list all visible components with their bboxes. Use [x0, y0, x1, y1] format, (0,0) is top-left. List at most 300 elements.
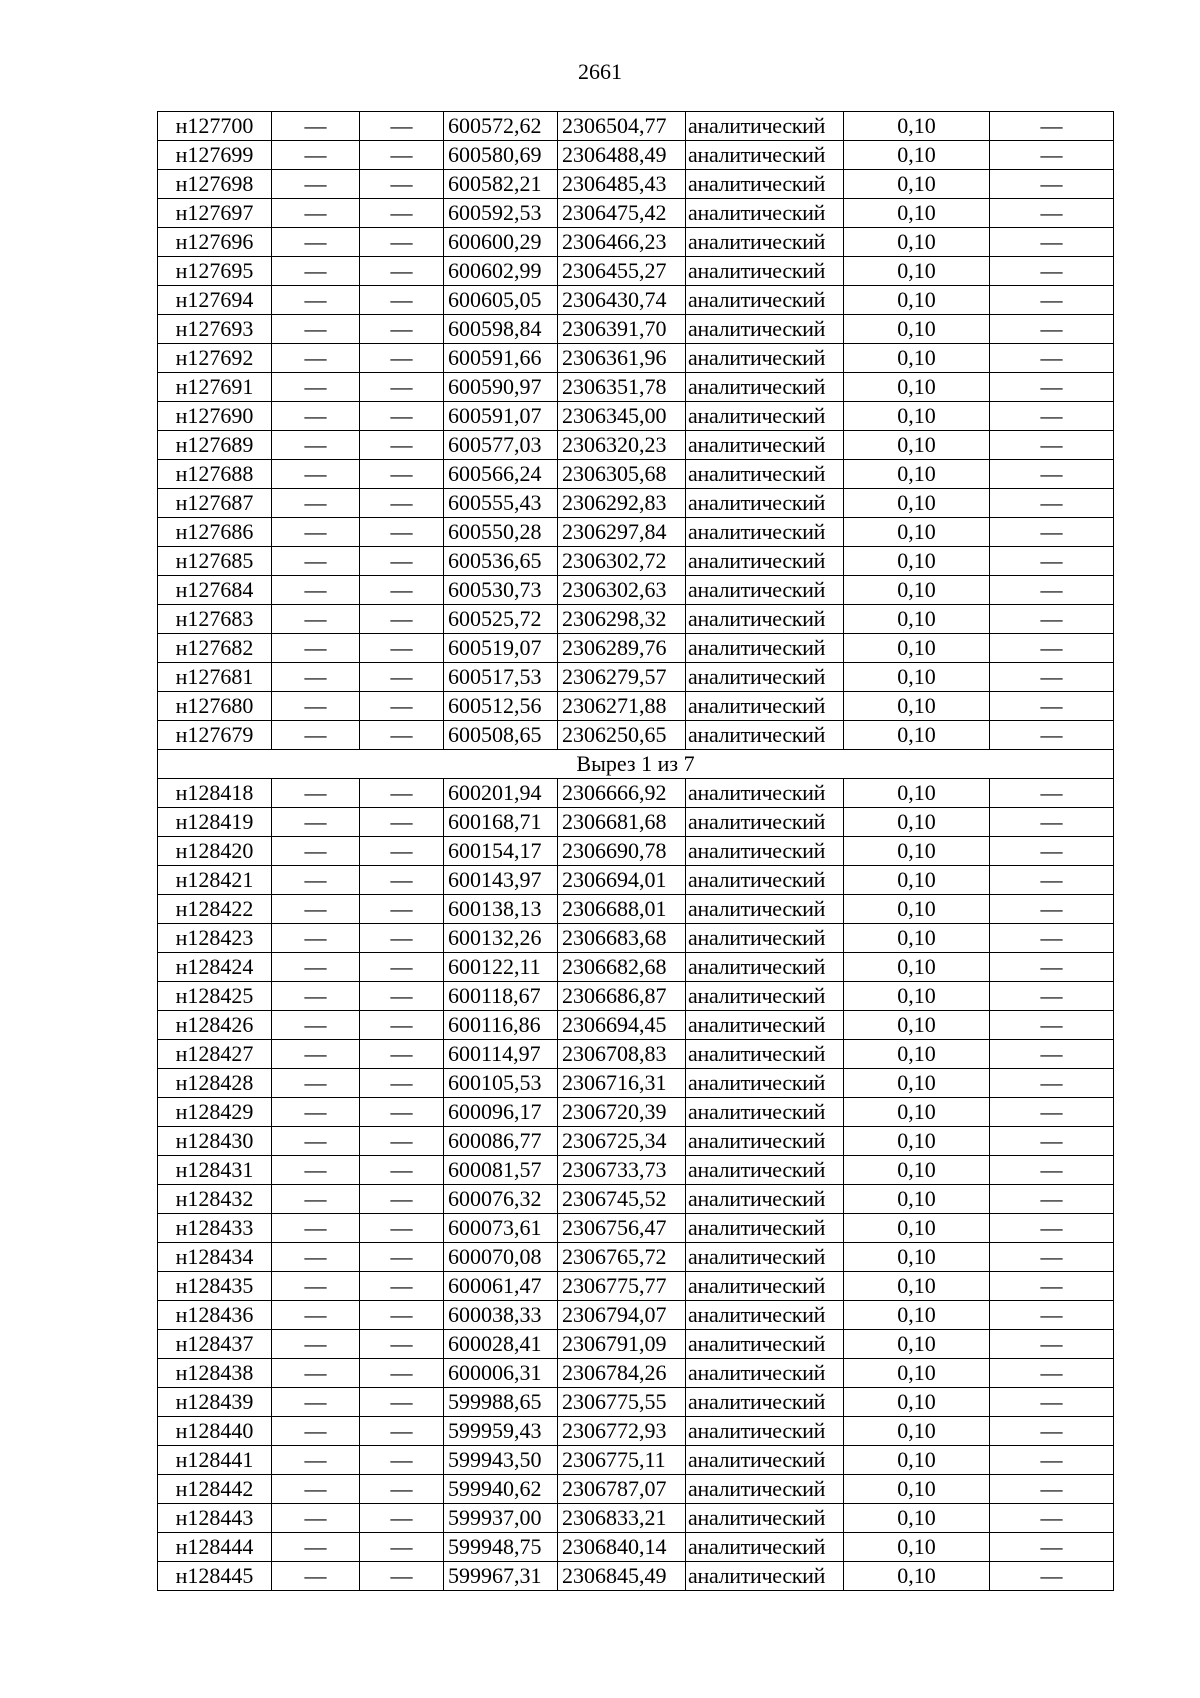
- accuracy-cell: 0,10: [844, 866, 990, 895]
- empty-cell: —: [272, 199, 360, 228]
- table-row: [158, 866, 1114, 895]
- empty-cell: —: [360, 1388, 444, 1417]
- x-coordinate-cell: 600061,47: [444, 1272, 558, 1301]
- x-coordinate-cell: 600577,03: [444, 431, 558, 460]
- empty-cell: —: [990, 1475, 1114, 1504]
- method-cell: аналитический: [686, 982, 844, 1011]
- empty-cell: —: [360, 924, 444, 953]
- table-row: [158, 518, 1114, 547]
- empty-cell: —: [990, 228, 1114, 257]
- x-coordinate-cell: 600508,65: [444, 721, 558, 750]
- empty-cell: —: [990, 1156, 1114, 1185]
- empty-cell: —: [360, 1156, 444, 1185]
- empty-cell: —: [990, 1011, 1114, 1040]
- x-coordinate-cell: 600154,17: [444, 837, 558, 866]
- empty-cell: —: [990, 431, 1114, 460]
- accuracy-cell: 0,10: [844, 1562, 990, 1591]
- empty-cell: —: [272, 576, 360, 605]
- table-row: [158, 1040, 1114, 1069]
- empty-cell: —: [360, 1185, 444, 1214]
- x-coordinate-cell: 599967,31: [444, 1562, 558, 1591]
- accuracy-cell: 0,10: [844, 199, 990, 228]
- empty-cell: —: [360, 460, 444, 489]
- point-id-cell: н128428: [158, 1069, 272, 1098]
- x-coordinate-cell: 599937,00: [444, 1504, 558, 1533]
- empty-cell: —: [272, 1127, 360, 1156]
- empty-cell: —: [360, 1562, 444, 1591]
- accuracy-cell: 0,10: [844, 141, 990, 170]
- table-row: [158, 1272, 1114, 1301]
- empty-cell: —: [360, 518, 444, 547]
- empty-cell: —: [272, 1040, 360, 1069]
- point-id-cell: н127696: [158, 228, 272, 257]
- method-cell: аналитический: [686, 924, 844, 953]
- method-cell: аналитический: [686, 808, 844, 837]
- y-coordinate-cell: 2306794,07: [558, 1301, 686, 1330]
- y-coordinate-cell: 2306716,31: [558, 1069, 686, 1098]
- empty-cell: —: [272, 112, 360, 141]
- empty-cell: —: [272, 141, 360, 170]
- empty-cell: —: [990, 634, 1114, 663]
- y-coordinate-cell: 2306775,77: [558, 1272, 686, 1301]
- point-id-cell: н127685: [158, 547, 272, 576]
- method-cell: аналитический: [686, 1243, 844, 1272]
- y-coordinate-cell: 2306833,21: [558, 1504, 686, 1533]
- accuracy-cell: 0,10: [844, 431, 990, 460]
- x-coordinate-cell: 600572,62: [444, 112, 558, 141]
- table-row: [158, 1562, 1114, 1591]
- empty-cell: —: [360, 692, 444, 721]
- empty-cell: —: [272, 982, 360, 1011]
- y-coordinate-cell: 2306845,49: [558, 1562, 686, 1591]
- empty-cell: —: [360, 1243, 444, 1272]
- empty-cell: —: [272, 402, 360, 431]
- empty-cell: —: [272, 518, 360, 547]
- point-id-cell: н128424: [158, 953, 272, 982]
- x-coordinate-cell: 600517,53: [444, 663, 558, 692]
- x-coordinate-cell: 599988,65: [444, 1388, 558, 1417]
- table-row: [158, 1446, 1114, 1475]
- y-coordinate-cell: 2306733,73: [558, 1156, 686, 1185]
- point-id-cell: н127699: [158, 141, 272, 170]
- empty-cell: —: [360, 112, 444, 141]
- x-coordinate-cell: 600605,05: [444, 286, 558, 315]
- table-row: [158, 489, 1114, 518]
- empty-cell: —: [360, 982, 444, 1011]
- x-coordinate-cell: 599940,62: [444, 1475, 558, 1504]
- x-coordinate-cell: 600073,61: [444, 1214, 558, 1243]
- y-coordinate-cell: 2306725,34: [558, 1127, 686, 1156]
- y-coordinate-cell: 2306708,83: [558, 1040, 686, 1069]
- empty-cell: —: [990, 1446, 1114, 1475]
- y-coordinate-cell: 2306305,68: [558, 460, 686, 489]
- x-coordinate-cell: 600536,65: [444, 547, 558, 576]
- accuracy-cell: 0,10: [844, 924, 990, 953]
- point-id-cell: н127695: [158, 257, 272, 286]
- method-cell: аналитический: [686, 1504, 844, 1533]
- empty-cell: —: [360, 837, 444, 866]
- x-coordinate-cell: 600555,43: [444, 489, 558, 518]
- x-coordinate-cell: 600600,29: [444, 228, 558, 257]
- empty-cell: —: [272, 170, 360, 199]
- point-id-cell: н128444: [158, 1533, 272, 1562]
- point-id-cell: н127687: [158, 489, 272, 518]
- empty-cell: —: [272, 286, 360, 315]
- empty-cell: —: [990, 1127, 1114, 1156]
- point-id-cell: н127688: [158, 460, 272, 489]
- point-id-cell: н128425: [158, 982, 272, 1011]
- empty-cell: —: [360, 1040, 444, 1069]
- accuracy-cell: 0,10: [844, 692, 990, 721]
- empty-cell: —: [360, 1475, 444, 1504]
- x-coordinate-cell: 600519,07: [444, 634, 558, 663]
- method-cell: аналитический: [686, 1359, 844, 1388]
- table-row: [158, 141, 1114, 170]
- point-id-cell: н128438: [158, 1359, 272, 1388]
- accuracy-cell: 0,10: [844, 228, 990, 257]
- empty-cell: —: [360, 1446, 444, 1475]
- empty-cell: —: [360, 373, 444, 402]
- empty-cell: —: [272, 1417, 360, 1446]
- empty-cell: —: [272, 1243, 360, 1272]
- point-id-cell: н128443: [158, 1504, 272, 1533]
- empty-cell: —: [272, 1098, 360, 1127]
- table-row: [158, 663, 1114, 692]
- accuracy-cell: 0,10: [844, 315, 990, 344]
- table-row: [158, 1069, 1114, 1098]
- table-row: [158, 808, 1114, 837]
- y-coordinate-cell: 2306787,07: [558, 1475, 686, 1504]
- table-row: [158, 1533, 1114, 1562]
- table-row: [158, 1011, 1114, 1040]
- x-coordinate-cell: 600592,53: [444, 199, 558, 228]
- empty-cell: —: [990, 1388, 1114, 1417]
- empty-cell: —: [272, 634, 360, 663]
- accuracy-cell: 0,10: [844, 112, 990, 141]
- y-coordinate-cell: 2306772,93: [558, 1417, 686, 1446]
- empty-cell: —: [360, 286, 444, 315]
- table-row: [158, 460, 1114, 489]
- point-id-cell: н128445: [158, 1562, 272, 1591]
- x-coordinate-cell: 600602,99: [444, 257, 558, 286]
- empty-cell: —: [990, 373, 1114, 402]
- point-id-cell: н128434: [158, 1243, 272, 1272]
- point-id-cell: н128440: [158, 1417, 272, 1446]
- empty-cell: —: [360, 344, 444, 373]
- table-row: [158, 982, 1114, 1011]
- empty-cell: —: [272, 489, 360, 518]
- empty-cell: —: [990, 1504, 1114, 1533]
- x-coordinate-cell: 600114,97: [444, 1040, 558, 1069]
- table-row: [158, 895, 1114, 924]
- table-row: [158, 1388, 1114, 1417]
- y-coordinate-cell: 2306430,74: [558, 286, 686, 315]
- method-cell: аналитический: [686, 1562, 844, 1591]
- table-row: [158, 779, 1114, 808]
- point-id-cell: н127690: [158, 402, 272, 431]
- y-coordinate-cell: 2306840,14: [558, 1533, 686, 1562]
- method-cell: аналитический: [686, 576, 844, 605]
- point-id-cell: н128435: [158, 1272, 272, 1301]
- method-cell: аналитический: [686, 634, 844, 663]
- point-id-cell: н127692: [158, 344, 272, 373]
- method-cell: аналитический: [686, 402, 844, 431]
- empty-cell: —: [272, 1562, 360, 1591]
- empty-cell: —: [990, 1069, 1114, 1098]
- method-cell: аналитический: [686, 605, 844, 634]
- accuracy-cell: 0,10: [844, 1272, 990, 1301]
- accuracy-cell: 0,10: [844, 1504, 990, 1533]
- x-coordinate-cell: 600138,13: [444, 895, 558, 924]
- empty-cell: —: [272, 1388, 360, 1417]
- table-row: [158, 402, 1114, 431]
- empty-cell: —: [360, 547, 444, 576]
- x-coordinate-cell: 599959,43: [444, 1417, 558, 1446]
- empty-cell: —: [272, 663, 360, 692]
- empty-cell: —: [272, 837, 360, 866]
- table-row: [158, 1301, 1114, 1330]
- y-coordinate-cell: 2306784,26: [558, 1359, 686, 1388]
- method-cell: аналитический: [686, 1446, 844, 1475]
- table-row: [158, 953, 1114, 982]
- x-coordinate-cell: 600530,73: [444, 576, 558, 605]
- empty-cell: —: [360, 402, 444, 431]
- x-coordinate-cell: 600070,08: [444, 1243, 558, 1272]
- table-row: [158, 547, 1114, 576]
- accuracy-cell: 0,10: [844, 605, 990, 634]
- empty-cell: —: [990, 141, 1114, 170]
- method-cell: аналитический: [686, 199, 844, 228]
- empty-cell: —: [272, 1446, 360, 1475]
- y-coordinate-cell: 2306351,78: [558, 373, 686, 402]
- empty-cell: —: [360, 1214, 444, 1243]
- accuracy-cell: 0,10: [844, 1156, 990, 1185]
- accuracy-cell: 0,10: [844, 1388, 990, 1417]
- method-cell: аналитический: [686, 663, 844, 692]
- y-coordinate-cell: 2306297,84: [558, 518, 686, 547]
- y-coordinate-cell: 2306681,68: [558, 808, 686, 837]
- accuracy-cell: 0,10: [844, 634, 990, 663]
- method-cell: аналитический: [686, 518, 844, 547]
- accuracy-cell: 0,10: [844, 1243, 990, 1272]
- table-row: [158, 286, 1114, 315]
- y-coordinate-cell: 2306775,11: [558, 1446, 686, 1475]
- empty-cell: —: [360, 257, 444, 286]
- method-cell: аналитический: [686, 866, 844, 895]
- point-id-cell: н128439: [158, 1388, 272, 1417]
- empty-cell: —: [272, 344, 360, 373]
- accuracy-cell: 0,10: [844, 170, 990, 199]
- point-id-cell: н127700: [158, 112, 272, 141]
- point-id-cell: н127691: [158, 373, 272, 402]
- method-cell: аналитический: [686, 170, 844, 199]
- y-coordinate-cell: 2306488,49: [558, 141, 686, 170]
- point-id-cell: н127698: [158, 170, 272, 199]
- empty-cell: —: [272, 228, 360, 257]
- empty-cell: —: [272, 953, 360, 982]
- method-cell: аналитический: [686, 1330, 844, 1359]
- point-id-cell: н128441: [158, 1446, 272, 1475]
- point-id-cell: н128431: [158, 1156, 272, 1185]
- point-id-cell: н128420: [158, 837, 272, 866]
- accuracy-cell: 0,10: [844, 1301, 990, 1330]
- x-coordinate-cell: 600076,32: [444, 1185, 558, 1214]
- empty-cell: —: [360, 1533, 444, 1562]
- table-row: [158, 576, 1114, 605]
- coordinates-table-body: [158, 112, 1114, 1591]
- method-cell: аналитический: [686, 141, 844, 170]
- x-coordinate-cell: 600201,94: [444, 779, 558, 808]
- accuracy-cell: 0,10: [844, 489, 990, 518]
- y-coordinate-cell: 2306686,87: [558, 982, 686, 1011]
- x-coordinate-cell: 600512,56: [444, 692, 558, 721]
- empty-cell: —: [990, 199, 1114, 228]
- table-row: [158, 1127, 1114, 1156]
- empty-cell: —: [990, 1272, 1114, 1301]
- x-coordinate-cell: 600168,71: [444, 808, 558, 837]
- empty-cell: —: [272, 1533, 360, 1562]
- table-row: [158, 344, 1114, 373]
- accuracy-cell: 0,10: [844, 663, 990, 692]
- empty-cell: —: [360, 576, 444, 605]
- empty-cell: —: [990, 286, 1114, 315]
- empty-cell: —: [990, 257, 1114, 286]
- section-row: [158, 750, 1114, 779]
- table-row: [158, 431, 1114, 460]
- method-cell: аналитический: [686, 431, 844, 460]
- table-row: [158, 692, 1114, 721]
- empty-cell: —: [360, 141, 444, 170]
- y-coordinate-cell: 2306688,01: [558, 895, 686, 924]
- accuracy-cell: 0,10: [844, 1040, 990, 1069]
- y-coordinate-cell: 2306694,45: [558, 1011, 686, 1040]
- empty-cell: —: [990, 895, 1114, 924]
- accuracy-cell: 0,10: [844, 286, 990, 315]
- x-coordinate-cell: 600118,67: [444, 982, 558, 1011]
- point-id-cell: н128427: [158, 1040, 272, 1069]
- empty-cell: —: [990, 112, 1114, 141]
- empty-cell: —: [990, 402, 1114, 431]
- empty-cell: —: [360, 199, 444, 228]
- method-cell: аналитический: [686, 895, 844, 924]
- x-coordinate-cell: 600550,28: [444, 518, 558, 547]
- empty-cell: —: [360, 895, 444, 924]
- empty-cell: —: [360, 1127, 444, 1156]
- point-id-cell: н128418: [158, 779, 272, 808]
- empty-cell: —: [990, 489, 1114, 518]
- accuracy-cell: 0,10: [844, 953, 990, 982]
- x-coordinate-cell: 600590,97: [444, 373, 558, 402]
- method-cell: аналитический: [686, 228, 844, 257]
- accuracy-cell: 0,10: [844, 982, 990, 1011]
- table-row: [158, 634, 1114, 663]
- empty-cell: —: [360, 634, 444, 663]
- empty-cell: —: [990, 1185, 1114, 1214]
- method-cell: аналитический: [686, 1272, 844, 1301]
- empty-cell: —: [360, 866, 444, 895]
- coordinates-table: [157, 111, 1114, 1591]
- empty-cell: —: [272, 605, 360, 634]
- accuracy-cell: 0,10: [844, 779, 990, 808]
- empty-cell: —: [990, 1040, 1114, 1069]
- y-coordinate-cell: 2306250,65: [558, 721, 686, 750]
- empty-cell: —: [360, 663, 444, 692]
- empty-cell: —: [990, 1359, 1114, 1388]
- x-coordinate-cell: 600591,07: [444, 402, 558, 431]
- y-coordinate-cell: 2306682,68: [558, 953, 686, 982]
- y-coordinate-cell: 2306320,23: [558, 431, 686, 460]
- empty-cell: —: [990, 779, 1114, 808]
- point-id-cell: н127693: [158, 315, 272, 344]
- y-coordinate-cell: 2306271,88: [558, 692, 686, 721]
- empty-cell: —: [272, 547, 360, 576]
- method-cell: аналитический: [686, 1533, 844, 1562]
- table-row: [158, 199, 1114, 228]
- method-cell: аналитический: [686, 315, 844, 344]
- empty-cell: —: [990, 1330, 1114, 1359]
- empty-cell: —: [272, 1301, 360, 1330]
- empty-cell: —: [990, 1098, 1114, 1127]
- y-coordinate-cell: 2306683,68: [558, 924, 686, 953]
- x-coordinate-cell: 599948,75: [444, 1533, 558, 1562]
- accuracy-cell: 0,10: [844, 721, 990, 750]
- table-row: [158, 1475, 1114, 1504]
- method-cell: аналитический: [686, 1040, 844, 1069]
- accuracy-cell: 0,10: [844, 1330, 990, 1359]
- table-row: [158, 1359, 1114, 1388]
- point-id-cell: н128433: [158, 1214, 272, 1243]
- method-cell: аналитический: [686, 692, 844, 721]
- y-coordinate-cell: 2306791,09: [558, 1330, 686, 1359]
- empty-cell: —: [360, 1011, 444, 1040]
- empty-cell: —: [990, 1562, 1114, 1591]
- method-cell: аналитический: [686, 373, 844, 402]
- method-cell: аналитический: [686, 489, 844, 518]
- empty-cell: —: [272, 460, 360, 489]
- y-coordinate-cell: 2306720,39: [558, 1098, 686, 1127]
- empty-cell: —: [360, 1504, 444, 1533]
- accuracy-cell: 0,10: [844, 1533, 990, 1562]
- table-row: [158, 1504, 1114, 1533]
- empty-cell: —: [272, 866, 360, 895]
- accuracy-cell: 0,10: [844, 547, 990, 576]
- empty-cell: —: [272, 692, 360, 721]
- method-cell: аналитический: [686, 344, 844, 373]
- point-id-cell: н128419: [158, 808, 272, 837]
- accuracy-cell: 0,10: [844, 576, 990, 605]
- empty-cell: —: [990, 866, 1114, 895]
- y-coordinate-cell: 2306765,72: [558, 1243, 686, 1272]
- empty-cell: —: [360, 721, 444, 750]
- empty-cell: —: [990, 460, 1114, 489]
- empty-cell: —: [360, 315, 444, 344]
- empty-cell: —: [272, 924, 360, 953]
- point-id-cell: н127689: [158, 431, 272, 460]
- accuracy-cell: 0,10: [844, 895, 990, 924]
- empty-cell: —: [272, 373, 360, 402]
- point-id-cell: н128423: [158, 924, 272, 953]
- empty-cell: —: [272, 1475, 360, 1504]
- y-coordinate-cell: 2306302,72: [558, 547, 686, 576]
- empty-cell: —: [272, 1504, 360, 1533]
- y-coordinate-cell: 2306292,83: [558, 489, 686, 518]
- table-row: [158, 1185, 1114, 1214]
- empty-cell: —: [360, 431, 444, 460]
- table-row: [158, 924, 1114, 953]
- x-coordinate-cell: 600598,84: [444, 315, 558, 344]
- empty-cell: —: [272, 315, 360, 344]
- x-coordinate-cell: 600525,72: [444, 605, 558, 634]
